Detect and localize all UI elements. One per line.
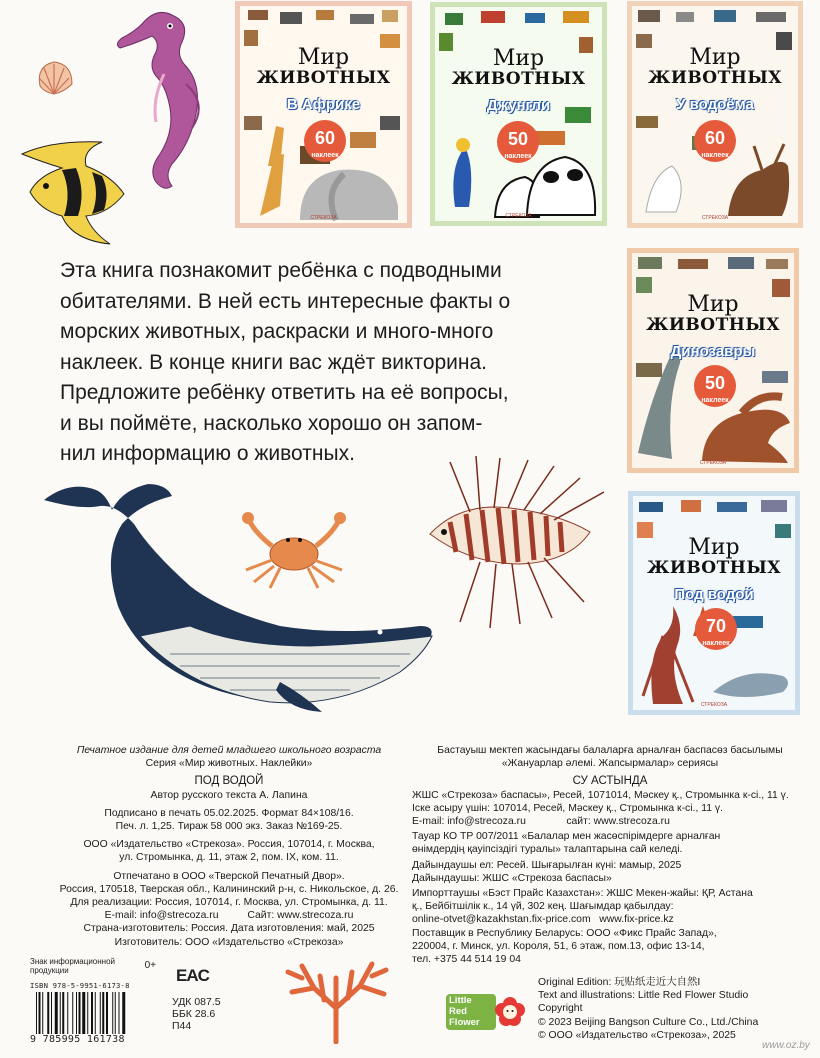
barcode-bar: [112, 992, 113, 1034]
badge-number: 60: [704, 128, 726, 148]
logo-word: Flower: [449, 1017, 480, 1028]
imprint-ru-line: Страна-изготовитель: Россия. Дата изготовления: май, 2025: [83, 923, 375, 935]
cover-sticker-badge: [695, 608, 737, 650]
cover-animals-art: [632, 6, 798, 223]
cover-title-line1: Мир: [688, 535, 740, 560]
edition-line: Copyright: [538, 1003, 583, 1015]
logo-word: Little: [449, 995, 472, 1006]
badge-text: наклеек: [702, 640, 730, 647]
cover-animals-art: [633, 496, 795, 710]
logo-word: Red: [449, 1006, 467, 1017]
cover-subtitle: Под водой: [674, 586, 754, 603]
cover-sticker-badge: [497, 121, 539, 163]
imprint-kz-line: ЖШС «Стрекоза» баспасы», Ресей, 1071014, Мәскеу қ., Стромынка к-сі., 11 ү.: [412, 789, 789, 801]
udk-code: УДК 087.5: [172, 996, 221, 1008]
book-cover-pond[interactable]: [627, 1, 803, 228]
cover-title-line2: ЖИВОТНЫХ: [646, 315, 780, 335]
classification-codes: [172, 996, 221, 1033]
cover-animals-art: [240, 6, 407, 223]
imprint-ru-line: E-mail: info@strecoza.ru Сайт: www.strecoza.ru: [104, 910, 354, 922]
barcode-bar: [39, 992, 41, 1034]
book-cover-dinosaurs[interactable]: [627, 248, 799, 473]
cover-title-line1: Мир: [492, 46, 545, 71]
badge-number: 50: [507, 129, 529, 149]
info-product-label: Знак информационной продукции: [30, 957, 115, 975]
p-code: П44: [172, 1020, 192, 1033]
cover-sticker-badge: [304, 120, 346, 162]
logo-box: [446, 994, 496, 1030]
cover-title-line2: ЖИВОТНЫХ: [256, 68, 391, 88]
badge-number: 50: [704, 373, 726, 393]
edition-line: Text and illustrations: Little Red Flower Studio: [538, 990, 749, 1002]
imprint-kz-line: 220004, г. Минск, ул. Короля, 51, 6 этаж, пом.13, офис 13-14,: [412, 940, 705, 952]
description-line: наклеек. В конце книги вас ждёт викторина.: [60, 350, 488, 374]
barcode-bar: [115, 992, 116, 1034]
description-line: нил информацию о животных.: [60, 442, 355, 465]
imprint-kz-line: Іске асыру үшін: 107014, Ресей, Мәскеу қ., Стромынка к-сі., 11 ү.: [412, 802, 723, 814]
imprint-kz-line: СУ АСТЫНДА: [572, 775, 648, 788]
isbn-label: ISBN 978-5-9951-6173-8: [30, 981, 130, 990]
imprint-kz-line: E-mail: info@strecoza.ru сайт: www.strecoza.ru: [412, 816, 670, 828]
barcode-bar: [79, 992, 81, 1034]
cover-title-line2: ЖИВОТНЫХ: [647, 558, 781, 578]
cover-subtitle: Джунгли: [486, 97, 551, 114]
barcode-bar: [76, 992, 77, 1034]
crab-illustration: [234, 510, 354, 590]
flower-icon: [494, 996, 526, 1028]
book-description: [60, 256, 590, 470]
description-line: обитателями. В ней есть интересные факты о: [60, 289, 511, 313]
cover-publisher: СТРЕКОЗА: [505, 213, 532, 219]
cover-title-line2: ЖИВОТНЫХ: [451, 69, 586, 89]
cover-subtitle: В Африке: [286, 96, 361, 113]
book-cover-africa[interactable]: [235, 1, 412, 228]
barcode-bar: [87, 992, 88, 1034]
cover-subtitle: У водоёма: [676, 96, 754, 113]
cover-title-line1: Мир: [689, 45, 741, 70]
description-line: морских животных, раскраски и много-много: [60, 320, 494, 343]
shell-illustration: [34, 56, 76, 100]
book-cover-jungle[interactable]: [430, 2, 607, 226]
badge-number: 70: [705, 616, 727, 636]
eac-mark: EAC: [176, 966, 209, 985]
badge-text: наклеек: [701, 152, 729, 159]
imprint-ru-line: Подписано в печать 05.02.2025. Формат 84×108/16.: [104, 807, 354, 819]
barcode-bar: [82, 992, 85, 1034]
barcode-digits: 9 785995 161738: [30, 1034, 125, 1045]
imprint-kz-line: «Жануарлар әлемі. Жапсырмалар» сериясы: [501, 758, 719, 770]
imprint-kz-line: Импорттаушы «Бэст Прайс Казахстан»: ЖШС Мекен-жайы: ҚР, Астана: [412, 888, 753, 900]
barcode-bar: [119, 992, 120, 1034]
imprint-ru-line: Для реализации: Россия, 107014, г. Москва, ул. Стромынка, д. 11.: [70, 897, 388, 909]
imprint-kz-line: Дайындаушы ел: Ресей. Шығарылған күні: мамыр, 2025: [412, 859, 682, 871]
cover-animals-art: [435, 7, 602, 221]
imprint-kz-line: Тауар КО ТР 007/2011 «Балалар мен жасөспірімдерге арналған: [412, 831, 721, 843]
imprint-ru-line: Автор русского текста А. Лапина: [150, 789, 308, 801]
barcode-bar: [51, 992, 52, 1034]
age-rating: 0+: [144, 960, 156, 971]
barcode-bar: [106, 992, 108, 1034]
cover-publisher: СТРЕКОЗА: [701, 215, 729, 221]
barcode-bar: [60, 992, 61, 1034]
cover-publisher: СТРЕКОЗА: [699, 460, 727, 466]
imprint-kz-line: Поставщик в Республику Беларусь: ООО «Фикс Прайс Запад»,: [412, 927, 717, 939]
barcode-bar: [47, 992, 49, 1034]
barcode-bar: [122, 992, 125, 1034]
barcode-bar: [42, 992, 43, 1034]
barcode-bar: [67, 992, 68, 1034]
barcode-bar: [95, 992, 96, 1034]
lionfish-illustration: [420, 452, 610, 630]
cover-publisher: СТРЕКОЗА: [310, 215, 337, 221]
edition-line: Original Edition: 玩贴纸走近大自然I: [538, 977, 701, 988]
barcode-bar: [102, 992, 104, 1034]
barcode-bar: [62, 992, 64, 1034]
imprint-kz-line: өнімдердің қауіпсіздігі туралы» талаптарына сай келеді.: [412, 844, 683, 856]
little-red-flower-logo: [446, 994, 524, 1030]
imprint-ru-line: ул. Стромынка, д. 11, этаж 2, пом. IX, ком. 11.: [119, 852, 339, 864]
cover-animals-art: [632, 253, 794, 468]
edition-line: © ООО «Издательство «Стрекоза», 2025: [538, 1029, 736, 1041]
cover-subtitle: Динозавры: [670, 343, 756, 360]
cover-title-line2: ЖИВОТНЫХ: [648, 68, 782, 88]
imprint-kz-line: тел. +375 44 514 19 04: [412, 954, 521, 966]
imprint-ru-line: Россия, 170518, Тверская обл., Калининский р-н, с. Никольское, д. 26.: [59, 883, 399, 895]
badge-text: наклеек: [311, 152, 339, 159]
barcode-bar: [100, 992, 101, 1034]
badge-text: наклеек: [504, 153, 532, 160]
barcode-bar: [55, 992, 58, 1034]
barcode-bar: [72, 992, 73, 1034]
edition-line: © 2023 Beijing Bangson Culture Co., Ltd./China: [538, 1016, 759, 1028]
badge-text: наклеек: [701, 397, 729, 404]
barcode-bar: [36, 992, 37, 1034]
imprint-ru-line: ООО «Издательство «Стрекоза». Россия, 107014, г. Москва,: [83, 839, 375, 851]
imprint-kz-line: online-otvet@kazakhstan.fix-price.com www.fix-price.kz: [412, 914, 674, 926]
cover-title-line1: Мир: [687, 292, 739, 317]
cover-sticker-badge: [694, 365, 736, 407]
imprint-kazakh: [412, 744, 808, 966]
info-product-mark: [30, 958, 158, 976]
barcode-bar: [91, 992, 93, 1034]
description-line: и вы поймёте, насколько хорошо он запом-: [60, 411, 483, 435]
badge-number: 60: [314, 128, 336, 148]
imprint-russian: [30, 744, 428, 949]
imprint-ru-line: Отпечатано в ООО «Тверской Печатный Двор».: [113, 870, 345, 882]
imprint-ru-line: Печатное издание для детей младшего школьного возраста: [76, 745, 382, 756]
barcode: [34, 992, 156, 1036]
original-edition-info: [538, 976, 758, 1042]
description-line: Эта книга познакомит ребёнка с подводными: [60, 259, 502, 282]
imprint-ru-line: Изготовитель: ООО «Издательство «Стрекоза»: [114, 936, 344, 948]
cover-sticker-badge: [694, 120, 736, 162]
watermark: www.oz.by: [762, 1040, 810, 1051]
imprint-ru-line: Печ. л. 1,25. Тираж 58 000 экз. Заказ №169-25.: [115, 821, 343, 833]
cover-publisher: СТРЕКОЗА: [700, 702, 728, 708]
cover-title-line1: Мир: [297, 45, 350, 70]
imprint-kz-line: Дайындаушы: ЖШС «Стрекоза баспасы»: [412, 872, 612, 884]
imprint-ru-line: ПОД ВОДОЙ: [194, 775, 264, 788]
imprint-ru-line: Серия «Мир животных. Наклейки»: [145, 758, 313, 770]
angelfish-illustration: [12, 136, 140, 248]
imprint-kz-line: қ., Бейбітшілік к., 14 үй, 302 кең. Шағымдар қабылдау:: [412, 901, 674, 913]
description-line: Предложите ребёнку ответить на её вопросы,: [60, 381, 509, 404]
imprint-kz-line: Бастауыш мектеп жасындағы балаларға арналған баспасөз басылымы: [437, 745, 783, 756]
book-cover-underwater[interactable]: [628, 491, 800, 715]
coral-illustration: [284, 958, 390, 1044]
bbk-code: ББК 28.6: [172, 1008, 216, 1021]
